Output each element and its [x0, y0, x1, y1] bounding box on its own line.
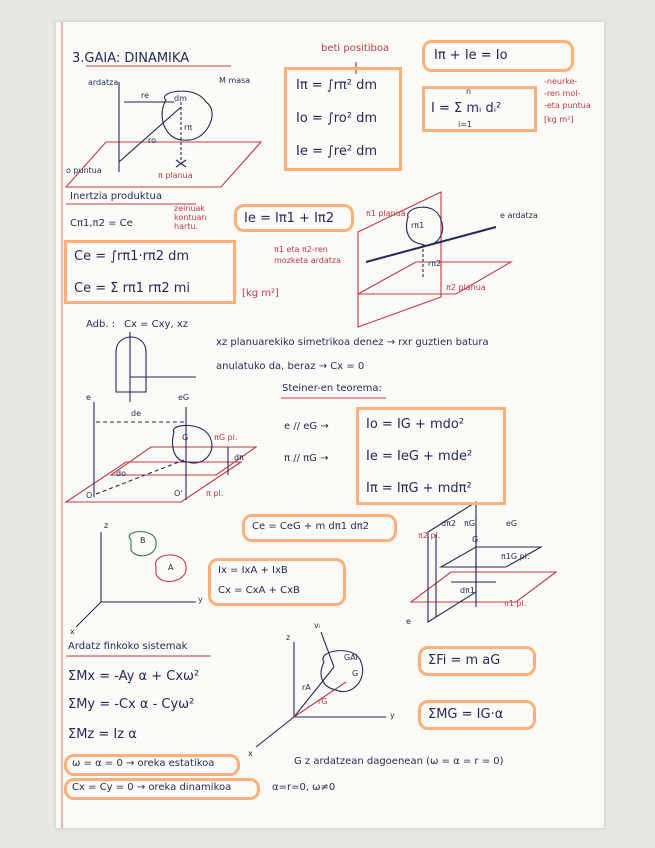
fixed-static: ω = α = 0 → oreka estatikoa [72, 758, 215, 769]
d5-e: e [406, 617, 411, 626]
d4-x: x [70, 627, 75, 636]
inertia-plane: Iπ = ∫rπ² dm [296, 78, 378, 93]
d5-eg: eG [506, 519, 518, 528]
steiner-ce: Ce = CeG + m dπ1 dπ2 [252, 521, 370, 532]
rpi-label: rπ [184, 123, 193, 132]
ro-label: ro [148, 136, 157, 145]
d6-gai: GAi [344, 653, 358, 662]
r2-label: rπ2 [428, 259, 442, 268]
product-note-3: hartu. [174, 222, 199, 231]
diagram-adb [116, 332, 196, 402]
product-def: Cπ1,π2 = Ce [70, 218, 133, 229]
sum-relation: Iπ + Ie = Io [434, 48, 508, 63]
on-axis-note: G z ardatzean dagoenean (ω = α = r = 0) [294, 756, 504, 767]
product-sum: Ce = Σ rπ1 rπ2 mi [74, 281, 191, 296]
product-relation: Ie = Iπ1 + Iπ2 [244, 211, 335, 226]
diagram-bodies [76, 532, 196, 627]
axis-e-label: e ardatza [500, 211, 538, 220]
page-title: 3.GAIA: DINAMIKA [72, 51, 190, 66]
steiner-cond-2: π // πG → [284, 453, 329, 464]
d3-o2: O' [174, 489, 183, 498]
product-heading: Inertzia produktua [70, 191, 163, 202]
fixed-dynamic-cond: α=r=0, ω≠0 [272, 782, 336, 793]
plane2-label: π2 planua [446, 283, 486, 292]
steiner-f1: Io = IG + mdo² [366, 417, 465, 432]
bodies-ix: Ix = IxA + IxB [218, 565, 288, 576]
discrete-note-1: -neurke- [544, 77, 578, 86]
steiner-f2: Ie = IeG + mde² [366, 449, 473, 464]
d5-pig1: π1G pl. [501, 552, 530, 561]
newton-force: ΣFi = m aG [428, 653, 501, 668]
discrete-note-4: [kg m²] [544, 115, 574, 124]
d5-g: G [472, 535, 479, 544]
d5-dpi1: dπ1 [460, 586, 475, 595]
d6-y: y [390, 711, 395, 720]
diagram-steiner-planes [411, 502, 556, 622]
steiner-cond-1: e // eG → [284, 421, 329, 432]
d3-do: do [116, 469, 126, 478]
product-unit: [kg m²] [242, 288, 279, 299]
inertia-axis: Ie = ∫re² dm [296, 144, 378, 159]
d3-e: e [86, 393, 91, 402]
discrete-note-3: -eta puntua [544, 101, 591, 110]
d4-a: A [168, 563, 174, 572]
d5-dpi2: dπ2 [441, 519, 456, 528]
d6-ra: rA [302, 683, 311, 692]
fixed-my: ΣMy = -Cx α - Cyω² [68, 697, 195, 712]
mass-label: M masa [219, 76, 251, 85]
product-note-1: zeinuak [174, 204, 206, 213]
d4-y: y [198, 595, 203, 604]
notebook-page [56, 22, 604, 828]
axis-label: ardatza [88, 78, 119, 87]
d3-g: G [182, 433, 189, 442]
d4-z: z [104, 521, 109, 530]
dm-label: dm [174, 94, 187, 103]
d6-rg: rG [318, 697, 328, 706]
d6-z: z [286, 633, 291, 642]
adb-text-2: anulatuko da, beraz → Cx = 0 [216, 361, 365, 372]
d6-g: G [352, 669, 359, 678]
origin-label: o puntua [66, 166, 102, 175]
re-label: re [141, 91, 150, 100]
d6-v: vᵢ [314, 621, 321, 630]
adb-text-1: xz planuarekiko simetrikoa denez → rxr guztien batura [216, 337, 489, 348]
diagram-steiner [66, 402, 256, 502]
d5-pi2: π2 pl. [418, 531, 441, 540]
steiner-f3: Iπ = IπG + mdπ² [366, 481, 472, 496]
d3-de: de [131, 409, 141, 418]
inertia-point: Io = ∫ro² dm [296, 111, 377, 126]
r1-label: rπ1 [411, 221, 425, 230]
fixed-dynamic: Cx = Cy = 0 → oreka dinamikoa [72, 782, 232, 793]
d5-pi1: π1 pl. [504, 599, 527, 608]
product-integral: Ce = ∫rπ1·rπ2 dm [74, 249, 190, 264]
sum-bottom: i=1 [458, 120, 473, 129]
d3-o: O [86, 491, 93, 500]
relation-note-2: mozketa ardatza [274, 256, 342, 265]
newton-moment: ΣMG = IG·α [428, 707, 504, 722]
plane-label: π planua [158, 171, 193, 180]
d5-pig: πG [464, 519, 476, 528]
adb-label: Adb. : [86, 319, 116, 330]
bodies-cx: Cx = CxA + CxB [218, 585, 300, 596]
sum-top: n [466, 87, 472, 96]
fixed-heading: Ardatz finkoko sistemak [68, 641, 188, 652]
product-note-2: kontuan [174, 213, 207, 222]
d6-x: x [248, 749, 253, 758]
d3-pig: πG pl. [214, 433, 238, 442]
d3-eg: eG [178, 393, 190, 402]
discrete-formula: I = Σ mᵢ dᵢ² [431, 101, 502, 116]
steiner-heading: Steiner-en teorema: [282, 383, 382, 394]
d4-b: B [140, 536, 146, 545]
d3-pi: π pl. [206, 489, 224, 498]
fixed-mz: ΣMz = Iz α [68, 727, 137, 742]
diagram-fixed-axis [256, 632, 386, 747]
top-note: beti positiboa [321, 43, 390, 54]
adb-expr: Cx = Cxy, xz [124, 319, 188, 330]
d3-dpi: dπ [234, 453, 244, 462]
fixed-mx: ΣMx = -Ay α + Cxω² [68, 669, 200, 684]
discrete-note-2: -ren mol- [544, 89, 581, 98]
plane1-label: π1 planua [366, 209, 406, 218]
relation-note-1: π1 eta π2-ren [274, 245, 328, 254]
